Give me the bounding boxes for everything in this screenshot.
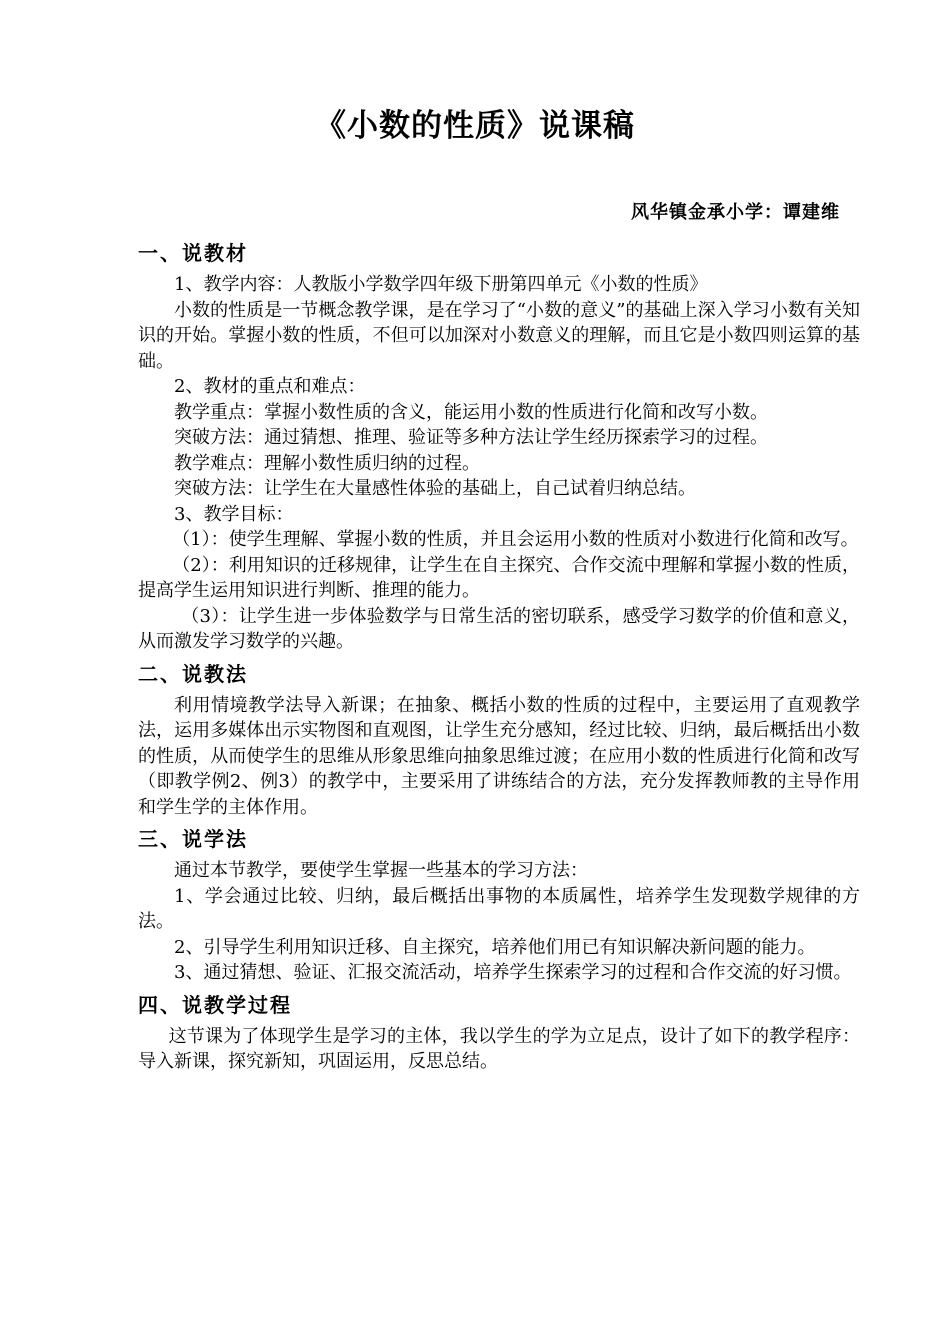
paragraph: 教学难点：理解小数性质归纳的过程。 (174, 452, 480, 474)
paragraph: （3）：让学生进一步体验数学与日常生活的密切联系，感受学习数学的价值和意义，从而激发学习数学的兴趣。 (138, 605, 860, 652)
paragraph: 1、学会通过比较、归纳，最后概括出事物的本质属性，培养学生发现数学规律的方法。 (138, 885, 860, 932)
paragraph: 利用情境教学法导入新课；在抽象、概括小数的性质的过程中，主要运用了直观教学法，运用多媒体出示实物图和直观图，让学生充分感知，经过比较、归纳，最后概括出小数的性质，从而使学生的思维从形象思维向抽象思维过渡；在应用小数的性质进行化简和改写（即教学例2、例3）的教学中，主要采用了讲练结合的方法，充分发挥教师教的主导作用和学生学的主体作用。 (138, 694, 860, 818)
document-title: 《小数的性质》说课稿 (315, 108, 635, 144)
paragraph: 这节课为了体现学生是学习的主体，我以学生的学为立足点，设计了如下的教学程序：导入新课，探究新知，巩固运用，反思总结。 (138, 1025, 860, 1072)
paragraph: 小数的性质是一节概念教学课，是在学习了“小数的意义”的基础上深入学习小数有关知识的开始。掌握小数的性质，不但可以加深对小数意义的理解，而且它是小数四则运算的基础。 (138, 299, 860, 372)
paragraph: 2、教材的重点和难点： (174, 376, 366, 397)
paragraph: 突破方法：通过猜想、推理、验证等多种方法让学生经历探索学习的过程。 (174, 427, 768, 448)
paragraph: 通过本节教学，要使学生掌握一些基本的学习方法： (174, 860, 588, 881)
section-heading: 一、说教材 (138, 241, 248, 265)
paragraph: （2）：利用知识的迁移规律，让学生在自主探究、合作交流中理解和掌握小数的性质，提高学生运用知识进行判断、推理的能力。 (138, 554, 860, 601)
section-heading: 三、说学法 (138, 827, 248, 851)
paragraph: 3、教学目标： (174, 503, 294, 525)
paragraph: 教学重点：掌握小数性质的含义，能运用小数的性质进行化简和改写小数。 (174, 401, 768, 423)
document-body (138, 234, 860, 1075)
paragraph: 1、教学内容：人教版小学数学四年级下册第四单元《小数的性质》 (174, 274, 708, 295)
paragraph: 2、引导学生利用知识迁移、自主探究，培养他们用已有知识解决新问题的能力。 (174, 936, 816, 958)
author-line: 风华镇金承小学：谭建维 (631, 202, 840, 223)
paragraph: 突破方法：让学生在大量感性体验的基础上，自己试着归纳总结。 (174, 478, 696, 499)
section-heading: 二、说教法 (138, 661, 248, 686)
paragraph: （1）：使学生理解、掌握小数的性质，并且会运用小数的性质对小数进行化简和改写。 (172, 529, 859, 550)
paragraph: 3、通过猜想、验证、汇报交流活动，培养学生探索学习的过程和合作交流的好习惯。 (174, 962, 852, 983)
section-heading: 四、说教学过程 (138, 992, 292, 1017)
